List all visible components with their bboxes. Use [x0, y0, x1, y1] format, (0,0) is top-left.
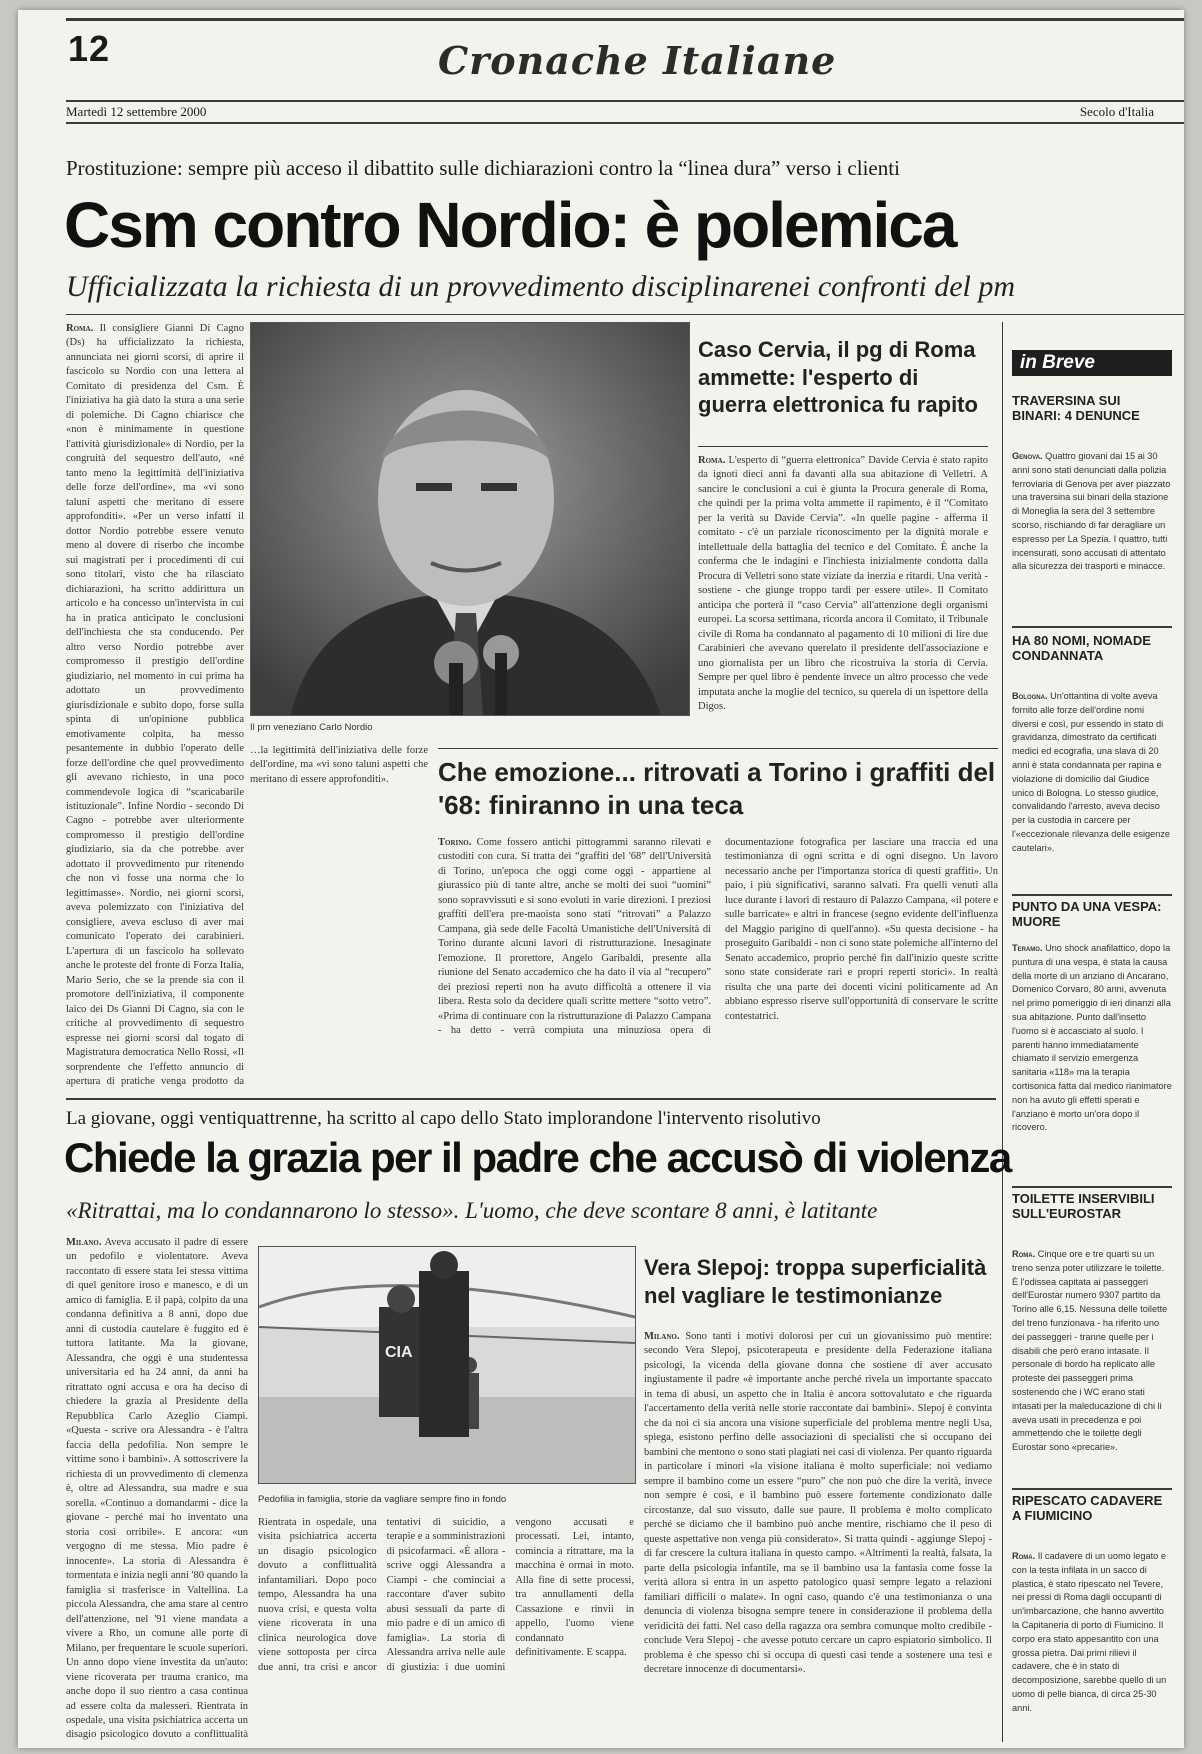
paper-name: Secolo d'Italia: [1079, 104, 1154, 119]
grazia-photo: [258, 1246, 636, 1484]
graffiti-dateline: Torino.: [438, 837, 472, 848]
nordio-photo: [250, 322, 690, 716]
brief-text-fiumicino: [1012, 1550, 1172, 1740]
date-rule: [66, 122, 1184, 124]
grazia-article-body: [66, 1236, 248, 1742]
brief-dateline: Genova.: [1012, 451, 1043, 461]
lead-headline: Csm contro Nordio: è polemica: [64, 189, 956, 261]
brief-title-eurostar: TOILETTE INSERVIBILI SULL'EUROSTAR: [1012, 1191, 1155, 1221]
sidebar-divider: [1002, 322, 1003, 1742]
nordio-portrait-image: [251, 323, 689, 715]
cervia-text: L'esperto di “guerra elettronica” Davide Cervia è stato rapito da ignoti dieci anni fa davanti alla sua abitazione di Velletri. A sancire le conclusioni a cui è giunta la Procura generale di Roma, che quindi per la prima volta ammette il rapimento, è il “Comitato per la verità su Davide Cervia”. «In quelle pagine - afferma il comitato - c'è un parziale riconoscimento per la dignità morale e intellettuale della battaglia del tecnico e del Comitato. È anche la conferma che le indagini e l'inchiesta inizialmente condotta dalla Procura di Velletri sono state viziate da inerzia e ritardi. Una verità - sostiene - che giunge troppo tardi per essere utile». Il Comitato anticipa che porterà il “caso Cervia” all'attenzione degli organismi europei. La scorsa settimana, ricorda ancora il Comitato, il Tribunale civile di Roma ha condannato al pagamento di 10 milioni di lire due Carabinieri che avevano querelato il presidente dell'associazione e uno giornalista per un libro che ricostruiva la storia di Cervia. Sempre per quel libro è pendente invece un altro processo che vede imputata anche la moglie del tecnico, su querela di un ispettore della Digos.: [698, 455, 988, 713]
lead-rule: [66, 314, 1184, 315]
brief-body: Cinque ore e tre quarti su un treno senza poter utilizzare le toilette. È l'odissea capitata ai passeggeri dell'Eurostar numero 9307 partito da Torino alle 6,15. Nessuna delle toilette del treno funzionava - ha riferito uno dei passeggeri - tranne quelle per i disabili che però erano intasate. Il personale di bordo ha replicato alle proteste dei passeggeri prima sostenendo che i WC erano stati intasati per la maleducazione di chi li aveva usati in precedenza e poi ammettendo che le toilette degli Eurostar sono «precarie».: [1012, 1249, 1168, 1453]
brief-rule: [1012, 1488, 1172, 1490]
lead-subhead: Ufficializzata la richiesta di un provvedimento disciplinarenei confronti del pm: [66, 270, 1016, 303]
masthead-rule: [66, 100, 1184, 102]
lead-text-continued: …la legittimità dell'iniziativa delle forze dell'ordine, ma «vi sono taluni aspetti che meritano di essere approfonditi».: [250, 745, 428, 785]
grazia-dateline: Milano.: [66, 1237, 102, 1248]
brief-text-vespa: [1012, 942, 1172, 1180]
graffiti-article-body: [438, 836, 998, 1092]
grazia-text: Aveva accusato il padre di essere un pedofilo e violentatore. Aveva raccontato di essere stata lei stessa vittima di quel genitore iroso e manesco, e di un amico di famiglia. E il papà, colpito da una condanna definitiva a 8 anni, dopo due anni di custodia cautelare è fuggito ed è tuttora latitante. Ma la giovane, Alessandra, che oggi è una studentessa universitaria ed ha 24 anni, da anni ha ritrattato ogni accusa e ora ha deciso di chiedere la grazia al Presidente della Repubblica Carlo Azeglio Ciampi. «Questa - scrive ora Alessandra - è l'altra faccia della pedofilia. Non sempre le vittime sono i bambini». A sottoscrivere la richiesta di un provvedimento di clemenza è, oltre ad Alessandra, sua madre e sua sorella. «Continuo a domandarmi - dice la giovane - perché mai ho inventato una storia così orribile». E ancora: «un vergogno di me stessa. Mio padre è innocente». La storia di Alessandra è tormentata e inizia negli anni '80 quando la famiglia si trasferisce in Valtellina. La piccola Alessandra, che ama stare al centro dell'attenzione, nel '91 viene mandata a vivere a Rho, un comune alle porte di Milano, per frequentare le scuole superiori. Un anno dopo viene investita da un'auto: viene ricoverata per trauma cranico, ma anche dopo il suo rientro a casa continua ad essere colta da malesseri. Rientrata in ospedale, una visita psichiatrica accerta un disagio psicologico dovuto a conflittualità: [66, 1237, 248, 1741]
brief-rule: [1012, 894, 1172, 896]
nordio-photo-caption: Il pm veneziano Carlo Nordio: [250, 722, 373, 733]
brief-title-nomade: HA 80 NOMI, NOMADE CONDANNATA: [1012, 633, 1151, 663]
cervia-dateline: Roma.: [698, 455, 726, 466]
slepoj-text: Sono tanti i motivi dolorosi per cui un giovanissimo può mentire: secondo Vera Slepoj, psicoterapeuta e presidente della Federazione italiana psicologi, la vicenda della giovane donna che sostiene di aver accusato ingiustamente il padre «è importante anche perché rivela un importante spaccato in tema di abusi, un aspetto che in Italia è ancora sottovalutato e che riguarda l'accertamento della verità nelle storie raccontate dai bambini». Slepoj è convinta che da noi ci sia ancora una visione superficiale del problema mentre negli Usa, spiega, esistono perfino delle associazioni di specialisti che si occupano dei bambini che mentono o sono stati plagiati nei casi di violenza. Per quanto riguarda in particolare i minori «la visione italiana è molto superficiale: noi vediamo sempre il bambino come un essere “puro” che non può che dire la verità, invece non sempre è così, e il bambino può essere fortemente condizionato dalle circostanze, dal suo vissuto, dalle sue paure. Il problema è molto complicato perché se diciamo che il bambino può anche mentire, rischiamo che il peso di queste aspettative non venga più considerato». Si tratta quindi - aggiunge Slepoj - di far crescere la cultura italiana in questo campo. «Altrimenti la realtà, falsata, la parte della psicologia infantile, ma se il bambino usa la fantasia come fosse la verità allora si entra in un aspetto patologico quasi sempre legato a relazioni familiari difficili o malate». In ogni caso, quando c'è una testimonianza o una denuncia di violenza bisogna sempre tenere in considerazione il problema della veridicità dei fatti. Nel caso della ragazza ora sembra comunque molto credibile - conclude Vera Slepoj - che avesse potuto cercare un capro espiatorio simbolico. Il problema è che spesso chi si occupa di questi casi tende a sostenere una tesi e decretare innocenze di documentarsi».: [644, 1331, 992, 1676]
slepoj-article-body: [644, 1330, 992, 1742]
brief-text-eurostar: [1012, 1248, 1172, 1484]
brief-body: Uno shock anafilattico, dopo la puntura di una vespa, è stata la causa della morte di un anziano di Ancarano, Domenico Corvaro, 80 anni, avvenuta nel primo pomeriggio di ieri dinanzi alla sua abitazione. Punto dall'insetto l'uomo si è accasciato al suolo. I parenti hanno immediatamente chiamato il servizio emergenza sanitaria «118» ma la terapia cortisonica fatta dal medico rianimatore non ha avuto gli effetti sperati e l'anziano è morto un'ora dopo il ricovero.: [1012, 943, 1172, 1133]
brief-dateline: Roma.: [1012, 1249, 1036, 1259]
brief-title-fiumicino: RIPESCATO CADAVERE A FIUMICINO: [1012, 1493, 1163, 1523]
slepoj-headline: Vera Slepoj: troppa superficialità nel vagliare le testimonianze: [644, 1255, 987, 1308]
brief-body: Il cadavere di un uomo legato e con la testa infilata in un sacco di plastica, è stato ripescato nel Tevere, nei pressi di Roma dagli occupanti di un'imbarcazione, che hanno avvertito la Capitaneria di porto di Fiumicino. Il corpo era stato appesantito con una grossa pietra. Dai primi rilievi il cadavere, che è in stato di decomposizione, sarebbe quello di un uomo di pelle bianca, di circa 25-30 anni.: [1012, 1551, 1167, 1713]
brief-title-traversina: TRAVERSINA SUI BINARI: 4 DENUNCE: [1012, 393, 1140, 423]
brief-rule: [1012, 1186, 1172, 1188]
cervia-article-body: [698, 454, 988, 724]
section-title: Cronache Italiane: [438, 38, 837, 83]
lead-article-continued: [250, 744, 428, 1092]
newspaper-page: [18, 10, 1184, 1748]
grazia-rule-top: [66, 1098, 996, 1100]
grazia-photo-caption: Pedofilia in famiglia, storie da vagliare sempre fino in fondo: [258, 1494, 507, 1505]
grazia-article-continued: [258, 1516, 634, 1742]
graffiti-rule-top: [438, 748, 998, 749]
issue-date: Martedì 12 settembre 2000: [66, 104, 207, 119]
grazia-kicker: La giovane, oggi ventiquattrenne, ha scritto al capo dello Stato implorandone l'intervento risolutivo: [66, 1108, 821, 1129]
cervia-headline: Caso Cervia, il pg di Roma ammette: l'esperto di guerra elettronica fu rapito: [698, 337, 978, 417]
brief-dateline: Roma.: [1012, 1551, 1036, 1561]
top-rule: [66, 18, 1184, 21]
cervia-rule: [698, 446, 988, 447]
brief-dateline: Bologna.: [1012, 691, 1048, 701]
brief-text-nomade: [1012, 690, 1172, 890]
page-number: 12: [68, 28, 111, 69]
lead-kicker: Prostituzione: sempre più acceso il dibattito sulle dichiarazioni contro la “linea dura” verso i clienti: [66, 156, 900, 180]
family-photo-image: [259, 1247, 635, 1483]
grazia-subhead: «Ritrattai, ma lo condannarono lo stesso». L'uomo, che deve scontare 8 anni, è latitante: [66, 1198, 878, 1223]
graffiti-headline: Che emozione... ritrovati a Torino i graffiti del '68: finiranno in una teca: [438, 757, 996, 820]
lead-dateline: Roma.: [66, 323, 94, 334]
lead-article-body: [66, 322, 244, 1092]
graffiti-text: Come fossero antichi pittogrammi saranno rilevati e custoditi con cura. Si tratta dei “graffiti del '68” dell'Università di Torino, un'epoca che oggi come oggi - appartiene al giurassico più di tante altre, anche se molti dei suoi “uomini” sono sopravvissuti e si sono evoluti in varie direzioni. I preziosi graffiti dell'era pre-maoista sono stati “ritrovati” a Palazzo Campana, già sede delle Facoltà Umanistiche dell'Università di Torino durante alcuni lavori di ristrutturazione. Inesaginate l'emozione. Il prorettore, Angelo Garibaldi, presente alla riunione del Senato accademico che ha dato il via al “recupero” dei preziosi reperti non ha avuto difficoltà a ottenere il via libera. Resta solo da decidere quali scritte mettere “sotto vetro”. «Prima di continuare con la ristrutturazione di Palazzo Campana - ha detto - verrà compiuta una minuziosa opera di documentazione fotografica per lasciare una traccia ed una testimonianza di ogni scritta e di ogni disegno. Un lavoro necessario anche per l'importanza storica di questi graffiti». Un paio, i più significativi, saranno salvati. Fra quelli venuti alla luce durante i lavori di restauro di Palazzo Campana, «il potere e sulle barricate» e altri in francese (segno evidente dell'influenza del Maggio parigino di quell'anno). «Su questa decisione - ha proseguito Garibaldi - non ci sono state polemiche all'interno del Senato accademico, proprio perché fin dall'inizio queste scritte sono state considerate rari e propri reperti storici». In realtà risulta che una parte dei docenti vicini politicamente ad An abbiano espresso riserve sull'opportunità di conservare le scritte contestatrici.: [438, 837, 998, 1037]
grazia-text-continued: Rientrata in ospedale, una visita psichiatrica accerta un disagio psicologico dovuto a conflittualità infantamiliari. Dopo poco tempo, Alessandra ha una nuova crisi, e questa volta viene ricoverata in una clinica neurologica dove viene sottoposta per circa due anni, tra crisi e ancor tentativi di suicidio, a terapie e a somministrazioni di psicofarmaci. «È allora - scrive oggi Alessandra a Ciampi - che cominciai a raccontare d'aver subito abusi sessuali da parte di mio padre e di un amico di famiglia». La storia di Alessandra arriva nelle aule di giustizia: i due uomini vengono accusati e processati. Lei, intanto, comincia a ritrattare, ma la macchina è ormai in moto. Alla fine di sette processi, tra annullamenti della Cassazione e rinvii in appello, l'uomo viene condannato definitivamente. E scappa.: [258, 1517, 634, 1673]
slepoj-dateline: Milano.: [644, 1331, 680, 1342]
lead-text: Il consigliere Gianni Di Cagno (Ds) ha ufficializzato la richiesta, annunciata nei giorni scorsi, di aprire il fascicolo su Nordio con una lettera al Comitato di presidenza del Csm. È l'iniziativa ha già dato la stura a una serie di polemiche. Di Cagno chiarisce che «non è minimamente in questione l'attività giurisdizionale» di Nordio, per la congruità del sequestro dell'auto, «né tanto meno la legittimità dell'iniziativa delle forze dell'ordine», ma «vi sono taluni aspetti che meritano di essere approfonditi». «Per un verso infatti il dottor Nordio potrebbe essere venuto meno al dovere di riserbo che incombe sui magistrati per i procedimenti di cui sono titolari, visto che ha rilasciato dichiarazioni, ha scritto addirittura un articolo e ha concesso un'intervista in cui ha in pratica anticipato le conclusioni dell'inchiesta che sta conducendo. Per altro verso Nordio potrebbe aver compromesso il prestigio dell'ordine giudiziario, nel momento in cui prima ha adottato un provvedimento giurisdizionale e subito dopo, forse sulla spinta di un'opinione pubblica emotivamente colpita, ha messo pesantemente in dubbio l'operato delle forze dell'ordine che quel provvedimento gli avevano richiesto, in una poco commendevole logica di “scaricabarile istituzionale”. Infine Nordio - secondo Di Cagno - potrebbe aver ulteriormente compromesso il prestigio dell'ordine giudiziario, sia da che potrebbe aver adottato il provvedimento pur ritenendo che non vi fosse una norma che lo legittimasse». Nordio, nei giorni scorsi, aveva polemizzato con l'iniziativa del consigliere, aveva escluso di aver mai comunicato l'operato dei carabinieri. L'apertura di un fascicolo ha sollevato anche le proteste del fronte di Forza Italia, Mario Serio, che se la prende sia con il promotore dell'iniziativa, il componente laico dei Ds Gianni Di Cagno, sia con le critiche al provvedimento di sequestro espresse nei giorni scorsi dal togato di Magistratura democratica Nello Rossi, «Il sorprendente che l'effetto annuncio di apertura di pratiche venga prodotto da: [66, 323, 244, 1088]
brief-rule: [1012, 626, 1172, 628]
brief-dateline: Teramo.: [1012, 943, 1043, 953]
jacket-text: CIA: [385, 1344, 413, 1361]
brief-body: Un'ottantina di volte aveva fornito alle forze dell'ordine nomi diversi e così, pur essendo in stato di gravidanza, dimostrato da certificati medici ed ecografia, una slava di 20 anni è stata condannata per rapina e violazione di domicilio dal Giudice unico di Bologna. Lo stesso giudice, convalidando l'arresto, aveva deciso per la custodia in carcere per l'«eccezionale rilevanza delle esigenze cautelari».: [1012, 691, 1171, 853]
brief-text-traversina: [1012, 450, 1172, 620]
in-breve-logo: in Breve: [1012, 350, 1172, 376]
brief-body: Quattro giovani dai 15 ai 30 anni sono stati denunciati dalla polizia ferroviaria di Genova per aver piazzato una traversina sui binari della stazione di Moneglia la sera del 3 settembre scorso, rischiando di far deragliare un espresso per La Spezia. I quattro, tutti incensurati, sono accusati di attentato alla sicurezza dei trasporti e minacce.: [1012, 451, 1171, 572]
grazia-headline: Chiede la grazia per il padre che accusò di violenza: [64, 1134, 1011, 1181]
brief-title-vespa: PUNTO DA UNA VESPA: MUORE: [1012, 899, 1162, 929]
